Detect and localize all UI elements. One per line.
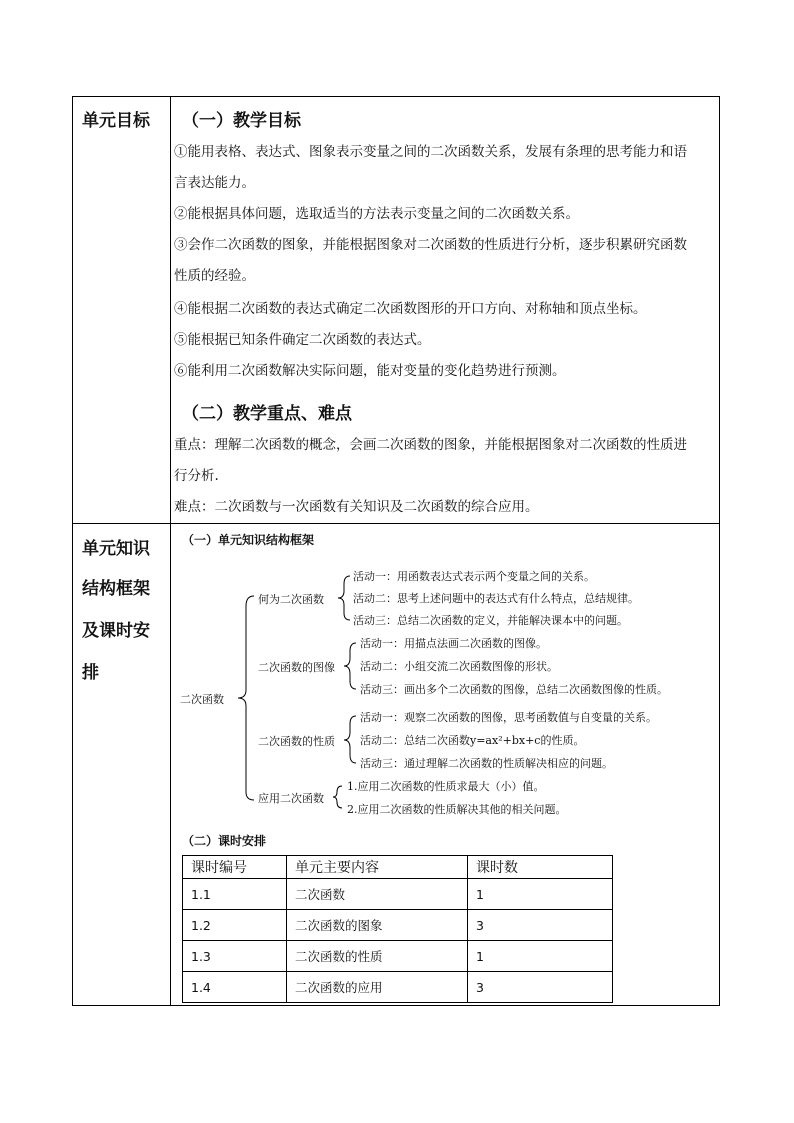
row-label-structure: 及课时安 bbox=[82, 621, 150, 641]
tree-leaf: 2.应用二次函数的性质解决其他的相关问题。 bbox=[347, 803, 567, 816]
tree-leaf: 活动三：总结二次函数的定义，并能解决课本中的问题。 bbox=[353, 614, 628, 627]
row-label-structure: 排 bbox=[82, 663, 99, 683]
table-cell: 3 bbox=[468, 910, 613, 941]
table-cell: 1 bbox=[468, 879, 613, 910]
tree-leaf: 活动二：总结二次函数y=ax²+bx+c的性质。 bbox=[360, 734, 585, 747]
row-label-unit-goals: 单元目标 bbox=[82, 111, 150, 131]
key-point-line: 行分析. bbox=[174, 468, 219, 484]
tree-leaf: 活动三：画出多个二次函数的图像，总结二次函数图像的性质。 bbox=[360, 683, 668, 696]
table-cell: 1.4 bbox=[183, 972, 287, 1003]
table-row bbox=[183, 941, 613, 972]
tree-branch: 二次函数的图像 bbox=[258, 661, 335, 674]
objective-line: ③会作二次函数的图象，并能根据图象对二次函数的性质进行分析，逐步积累研究函数 bbox=[174, 237, 687, 253]
tree-leaf: 活动一：用描点法画二次函数的图像。 bbox=[360, 637, 547, 650]
objective-line: 性质的经验。 bbox=[174, 268, 255, 284]
key-point-line: 难点：二次函数与一次函数有关知识及二次函数的综合应用。 bbox=[174, 499, 539, 515]
table-header-cell: 单元主要内容 bbox=[287, 856, 468, 879]
tree-leaf: 1.应用二次函数的性质求最大（小）值。 bbox=[347, 780, 545, 793]
objective-line: ⑤能根据已知条件确定二次函数的表达式。 bbox=[174, 332, 431, 348]
tree-branch: 应用二次函数 bbox=[258, 792, 324, 805]
schedule-table bbox=[182, 855, 613, 1003]
tree-leaf: 活动二：思考上述问题中的表达式有什么特点，总结规律。 bbox=[353, 592, 639, 605]
objective-line: ⑥能利用二次函数解决实际问题，能对变量的变化趋势进行预测。 bbox=[174, 363, 566, 379]
row-label-structure: 结构框架 bbox=[82, 579, 150, 599]
tree-leaf: 活动一：观察二次函数的图像，思考函数值与自变量的关系。 bbox=[360, 711, 657, 724]
table-cell: 1.1 bbox=[183, 879, 287, 910]
section-title-schedule: （二）课时安排 bbox=[182, 834, 267, 848]
table-header-cell: 课时数 bbox=[468, 856, 613, 879]
column-divider bbox=[170, 96, 171, 1006]
tree-leaf: 活动一：用函数表达式表示两个变量之间的关系。 bbox=[353, 570, 595, 583]
table-row bbox=[183, 910, 613, 941]
table-cell: 1.3 bbox=[183, 941, 287, 972]
table-cell: 二次函数的应用 bbox=[287, 972, 468, 1003]
tree-branch: 何为二次函数 bbox=[258, 593, 324, 606]
objective-line: ②能根据具体问题，选取适当的方法表示变量之间的二次函数关系。 bbox=[174, 206, 579, 222]
row-divider bbox=[72, 523, 720, 524]
table-cell: 二次函数 bbox=[287, 879, 468, 910]
table-cell: 二次函数的图象 bbox=[287, 910, 468, 941]
table-header-row bbox=[183, 856, 613, 879]
table-row bbox=[183, 879, 613, 910]
table-header-cell: 课时编号 bbox=[183, 856, 287, 879]
section-title-key-points: （二）教学重点、难点 bbox=[182, 404, 352, 424]
table-cell: 3 bbox=[468, 972, 613, 1003]
key-point-line: 重点：理解二次函数的概念，会画二次函数的图象，并能根据图象对二次函数的性质进 bbox=[174, 437, 687, 453]
objective-line: ④能根据二次函数的表达式确定二次函数图形的开口方向、对称轴和顶点坐标。 bbox=[174, 301, 647, 317]
section-title-teaching-goals: （一）教学目标 bbox=[182, 111, 301, 131]
section-title-knowledge-structure: （一）单元知识结构框架 bbox=[182, 533, 315, 547]
table-cell: 1.2 bbox=[183, 910, 287, 941]
objective-line: 言表达能力。 bbox=[174, 175, 255, 191]
table-cell: 1 bbox=[468, 941, 613, 972]
objective-line: ①能用表格、表达式、图象表示变量之间的二次函数关系，发展有条理的思考能力和语 bbox=[174, 144, 687, 160]
table-cell: 二次函数的性质 bbox=[287, 941, 468, 972]
tree-leaf: 活动二：小组交流二次函数图像的形状。 bbox=[360, 660, 558, 673]
row-label-structure: 单元知识 bbox=[82, 539, 150, 559]
tree-root: 二次函数 bbox=[180, 693, 224, 706]
table-row bbox=[183, 972, 613, 1003]
tree-leaf: 活动三：通过理解二次函数的性质解决相应的问题。 bbox=[360, 757, 613, 770]
tree-branch: 二次函数的性质 bbox=[258, 735, 335, 748]
